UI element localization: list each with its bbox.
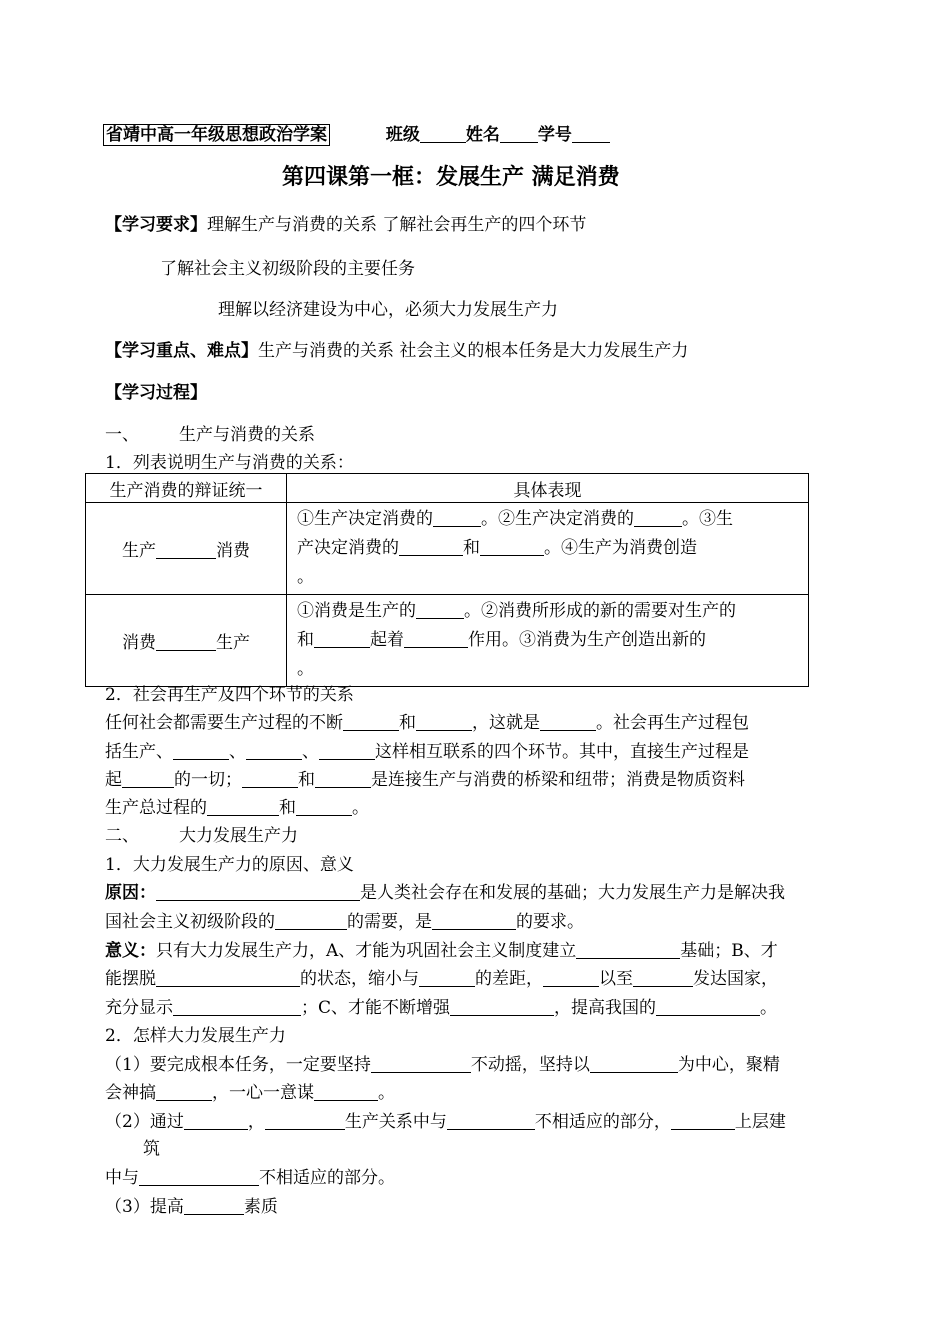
relation-table [85,473,809,687]
meaning-label: 意义： [105,941,156,961]
row1-text-2: 。②生产决定消费的 [481,509,634,529]
section2-item2: 2．怎样大力发展生产力 [105,1026,286,1046]
how-blank-3[interactable] [156,1083,212,1101]
row1-label-b: 消费 [216,541,250,561]
table-row2-content [287,595,809,687]
process-label: 【学习过程】 [105,383,207,403]
how-line-3 [105,1107,847,1132]
how-blank-9[interactable] [139,1168,259,1186]
reproduction-text-3: ，这就是 [472,713,540,733]
section1-heading [105,420,315,445]
section1-number: 一、 [105,425,139,445]
requirements-text-1: 理解生产与消费的关系 了解社会再生产的四个环节 [207,215,587,235]
how-text-2e: 上层建 [734,1112,786,1132]
reason-text-1: 是人类社会存在和发展的基础；大力发展生产力是解决我 [360,883,785,903]
row1-label-a: 生产 [122,541,156,561]
reproduction-text-10: 的一切； [174,770,242,790]
table-row2-label [86,595,287,687]
requirements-line-2: 了解社会主义初级阶段的主要任务 [160,259,415,279]
reproduction-blank-9[interactable] [315,770,371,788]
name-blank[interactable] [500,125,538,143]
meaning-line-3 [105,993,847,1018]
meaning-text-9: ；C、才能不断增强 [301,998,451,1018]
table-row1-label [86,503,287,595]
section2-number: 二、 [105,826,139,846]
reproduction-text-15: 。 [352,798,369,818]
how-line-2 [105,1078,847,1103]
how-text-2f: 筑 [143,1139,160,1159]
reproduction-blank-3[interactable] [540,713,596,731]
how-text-3b: 素质 [243,1197,278,1217]
row1-text-6: 。④生产为消费创造 [544,538,697,558]
section2-item1: 1．大力发展生产力的原因、意义 [105,855,354,875]
reproduction-text-6: 、 [229,742,246,762]
row2-label-b: 生产 [216,633,250,653]
reproduction-blank-11[interactable] [296,798,352,816]
reproduction-blank-5[interactable] [246,742,302,760]
section2-title: 大力发展生产力 [179,826,298,846]
how-blank-8[interactable] [671,1112,735,1130]
how-text-3a: （3）提高 [105,1197,184,1217]
meaning-text-8: 充分显示 [105,998,173,1018]
meaning-blank-6[interactable] [173,998,301,1016]
meaning-text-2: 基础；B、才 [680,941,778,961]
how-text-1e: ，一心一意谋 [212,1083,314,1103]
reproduction-text-11: 和 [298,770,315,790]
row1-blank-1[interactable] [433,509,481,527]
row1-text-1: ①生产决定消费的 [297,509,433,529]
row2-text-5: 作用。③消费为生产创造出新的 [468,630,706,650]
how-text-1c: 为中心，聚精 [677,1055,780,1075]
row2-label-a: 消费 [122,633,156,653]
reproduction-text-5: 括生产、 [105,742,173,762]
meaning-line-2 [105,964,847,989]
row1-blank-4[interactable] [480,538,544,556]
meaning-text-4: 的状态，缩小与 [300,969,419,989]
meaning-text-10: ，提高我国的 [554,998,657,1018]
requirements-line-1 [105,210,586,235]
class-blank[interactable] [420,125,466,143]
page-title: 第四课第一框：发展生产 满足消费 [282,165,620,190]
meaning-text-3: 能摆脱 [105,969,156,989]
how-blank-7[interactable] [447,1112,535,1130]
reproduction-line-1 [105,708,847,733]
meaning-text-6: 以至 [599,969,633,989]
meaning-line-1 [105,936,847,961]
reproduction-text-8: 这样相互联系的四个环节。其中，直接生产过程是 [375,742,749,762]
row2-text-6: 。 [297,659,314,679]
reason-line-1 [105,878,847,903]
meaning-blank-7[interactable] [450,998,554,1016]
section1-item2: 2．社会再生产及四个环节的关系 [105,685,354,705]
section1-title: 生产与消费的关系 [179,425,315,445]
section1-item1: 1．列表说明生产与消费的关系： [105,453,354,473]
reason-line-2 [105,907,847,932]
reason-text-2: 国社会主义初级阶段的 [105,912,275,932]
row1-text-3: 。③生 [682,509,733,529]
row1-blank-2[interactable] [634,509,682,527]
row2-blank-3[interactable] [404,630,468,648]
reproduction-blank-4[interactable] [173,742,229,760]
row2-label-blank[interactable] [156,633,216,651]
school-title: 省靖中高一年级思想政治学案 [103,124,330,146]
reason-text-3: 的需要，是 [347,912,432,932]
reproduction-text-7: 、 [302,742,319,762]
how-text-2d: 不相适应的部分， [534,1112,671,1132]
row2-text-3: 和 [297,630,314,650]
reason-blank-1[interactable] [156,883,360,901]
keypoints-text: 生产与消费的关系 社会主义的根本任务是大力发展生产力 [258,341,689,361]
reproduction-text-14: 和 [279,798,296,818]
row2-blank-2[interactable] [314,630,370,648]
requirements-line-3: 理解以经济建设为中心，必须大力发展生产力 [218,300,558,320]
id-blank[interactable] [572,125,610,143]
meaning-blank-1[interactable] [576,941,680,959]
how-line-1 [105,1050,847,1075]
row1-text-7: 。 [297,567,314,587]
meaning-blank-3[interactable] [419,969,475,987]
reproduction-text-1: 任何社会都需要生产过程的不断 [105,713,343,733]
row1-blank-3[interactable] [399,538,463,556]
table-header-col2: 具体表现 [287,474,809,503]
how-text-2h: 不相适应的部分。 [259,1168,395,1188]
how-text-2a: （2）通过 [105,1112,184,1132]
how-text-1d: 会神搞 [105,1083,156,1103]
reason-blank-2[interactable] [275,912,347,930]
section2-heading [105,821,298,846]
how-blank-1[interactable] [371,1055,471,1073]
reproduction-text-12: 是连接生产与消费的桥梁和纽带；消费是物质资料 [371,770,745,790]
how-text-1f: 。 [378,1083,395,1103]
row2-text-2: 。②消费所形成的新的需要对生产的 [464,601,736,621]
reproduction-text-13: 生产总过程的 [105,798,207,818]
table-row [86,503,809,595]
requirements-label: 【学习要求】 [105,215,207,235]
row2-text-4: 起着 [370,630,404,650]
id-label: 学号 [537,125,572,145]
how-blank-5[interactable] [184,1112,248,1130]
meaning-text-7: 发达国家， [693,969,778,989]
how-line-5 [105,1192,847,1217]
meaning-text-1: 只有大力发展生产力，A、才能为巩固社会主义制度建立 [156,941,577,961]
meaning-text-5: 的差距， [475,969,543,989]
meaning-text-11: 。 [760,998,778,1018]
reproduction-blank-8[interactable] [242,770,298,788]
reproduction-line-4 [105,793,847,818]
how-text-1b: 不动摇，坚持以 [470,1055,590,1075]
reproduction-text-2: 和 [399,713,416,733]
reproduction-line-3 [105,765,847,790]
reproduction-blank-7[interactable] [122,770,174,788]
meaning-blank-4[interactable] [543,969,599,987]
how-line-4 [105,1163,847,1188]
keypoints-line [105,336,688,361]
row2-blank-1[interactable] [416,601,464,619]
meaning-blank-2[interactable] [156,969,300,987]
how-text-2b: ， [247,1112,265,1132]
reproduction-text-9: 起 [105,770,122,790]
reproduction-blank-1[interactable] [343,713,399,731]
table-row [86,595,809,687]
reproduction-text-4: 。社会再生产过程包 [596,713,749,733]
reason-text-4: 的要求。 [516,912,584,932]
reason-blank-3[interactable] [432,912,516,930]
row1-text-5: 和 [463,538,480,558]
how-text-1a: （1）要完成根本任务，一定要坚持 [105,1055,371,1075]
row2-text-1: ①消费是生产的 [297,601,416,621]
row1-text-4: 产决定消费的 [297,538,399,558]
meaning-blank-5[interactable] [633,969,693,987]
keypoints-label: 【学习重点、难点】 [105,341,258,361]
how-blank-10[interactable] [184,1197,244,1215]
how-blank-4[interactable] [314,1083,378,1101]
table-header-col1: 生产消费的辩证统一 [86,474,287,503]
how-blank-6[interactable] [265,1112,345,1130]
reproduction-blank-10[interactable] [207,798,279,816]
how-text-2c: 生产关系中与 [344,1112,447,1132]
meaning-blank-8[interactable] [656,998,760,1016]
reason-label: 原因： [105,883,156,903]
how-blank-2[interactable] [590,1055,678,1073]
header-bar [103,120,610,145]
how-text-2g: 中与 [105,1168,139,1188]
reproduction-line-2 [105,737,847,762]
name-label: 姓名 [465,125,500,145]
reproduction-blank-2[interactable] [416,713,472,731]
row1-label-blank[interactable] [156,541,216,559]
class-label: 班级 [385,125,420,145]
reproduction-blank-6[interactable] [319,742,375,760]
table-row1-content [287,503,809,595]
